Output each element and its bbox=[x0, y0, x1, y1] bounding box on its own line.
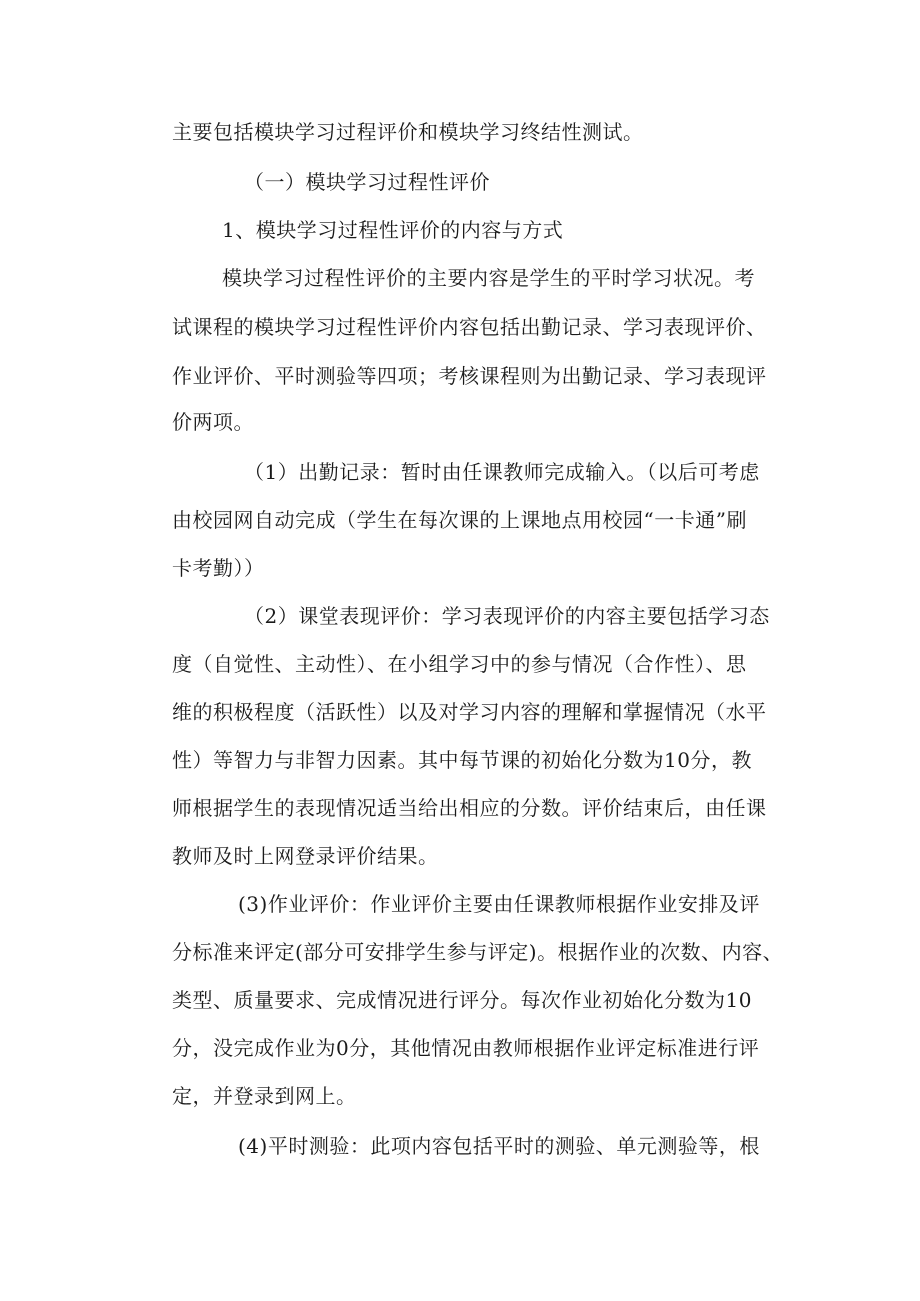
paragraph-line: 分，没完成作业为0分，其他情况由教师根据作业评定标准进行评 bbox=[172, 1036, 760, 1060]
paragraph-line: 卡考勤）） bbox=[172, 556, 265, 580]
paragraph-line: 度（自觉性、主动性）、在小组学习中的参与情况（合作性）、思 bbox=[172, 652, 747, 676]
paragraph-line: 类型、质量要求、完成情况进行评分。每次作业初始化分数为10 bbox=[172, 988, 752, 1012]
section-heading: （一）模块学习过程性评价 bbox=[244, 170, 490, 194]
paragraph-line: (3)作业评价：作业评价主要由任课教师根据作业安排及评 bbox=[238, 892, 760, 916]
paragraph-line: 师根据学生的表现情况适当给出相应的分数。评价结束后，由任课 bbox=[172, 796, 767, 820]
paragraph-line: 性）等智力与非智力因素。其中每节课的初始化分数为10分，教 bbox=[172, 748, 752, 772]
paragraph-line: 教师及时上网登录评价结果。 bbox=[172, 844, 439, 868]
paragraph-line: 模块学习过程性评价的主要内容是学生的平时学习状况。考 bbox=[222, 266, 755, 290]
paragraph-line: 价两项。 bbox=[172, 410, 254, 434]
paragraph-line: （2）课堂表现评价：学习表现评价的内容主要包括学习态 bbox=[244, 604, 770, 628]
paragraph-line: 定，并登录到网上。 bbox=[172, 1084, 357, 1108]
paragraph-line: 作业评价、平时测验等四项；考核课程则为出勤记录、学习表现评 bbox=[172, 364, 767, 388]
paragraph-line: 分标准来评定(部分可安排学生参与评定)。根据作业的次数、内容、 bbox=[172, 940, 784, 964]
paragraph-line: 试课程的模块学习过程性评价内容包括出勤记录、学习表现评价、 bbox=[172, 315, 767, 339]
text-line-1: 主要包括模块学习过程评价和模块学习终结性测试。 bbox=[172, 120, 644, 144]
paragraph-line: （1）出勤记录：暂时由任课教师完成输入。（以后可考虑 bbox=[244, 460, 760, 484]
paragraph-line: (4)平时测验：此项内容包括平时的测验、单元测验等，根 bbox=[238, 1134, 760, 1158]
paragraph-line: 维的积极程度（活跃性）以及对学习内容的理解和掌握情况（水平 bbox=[172, 700, 767, 724]
paragraph-line: 由校园网自动完成（学生在每次课的上课地点用校园“一卡通”刷 bbox=[172, 508, 747, 532]
subsection-heading: 1、模块学习过程性评价的内容与方式 bbox=[222, 218, 564, 242]
